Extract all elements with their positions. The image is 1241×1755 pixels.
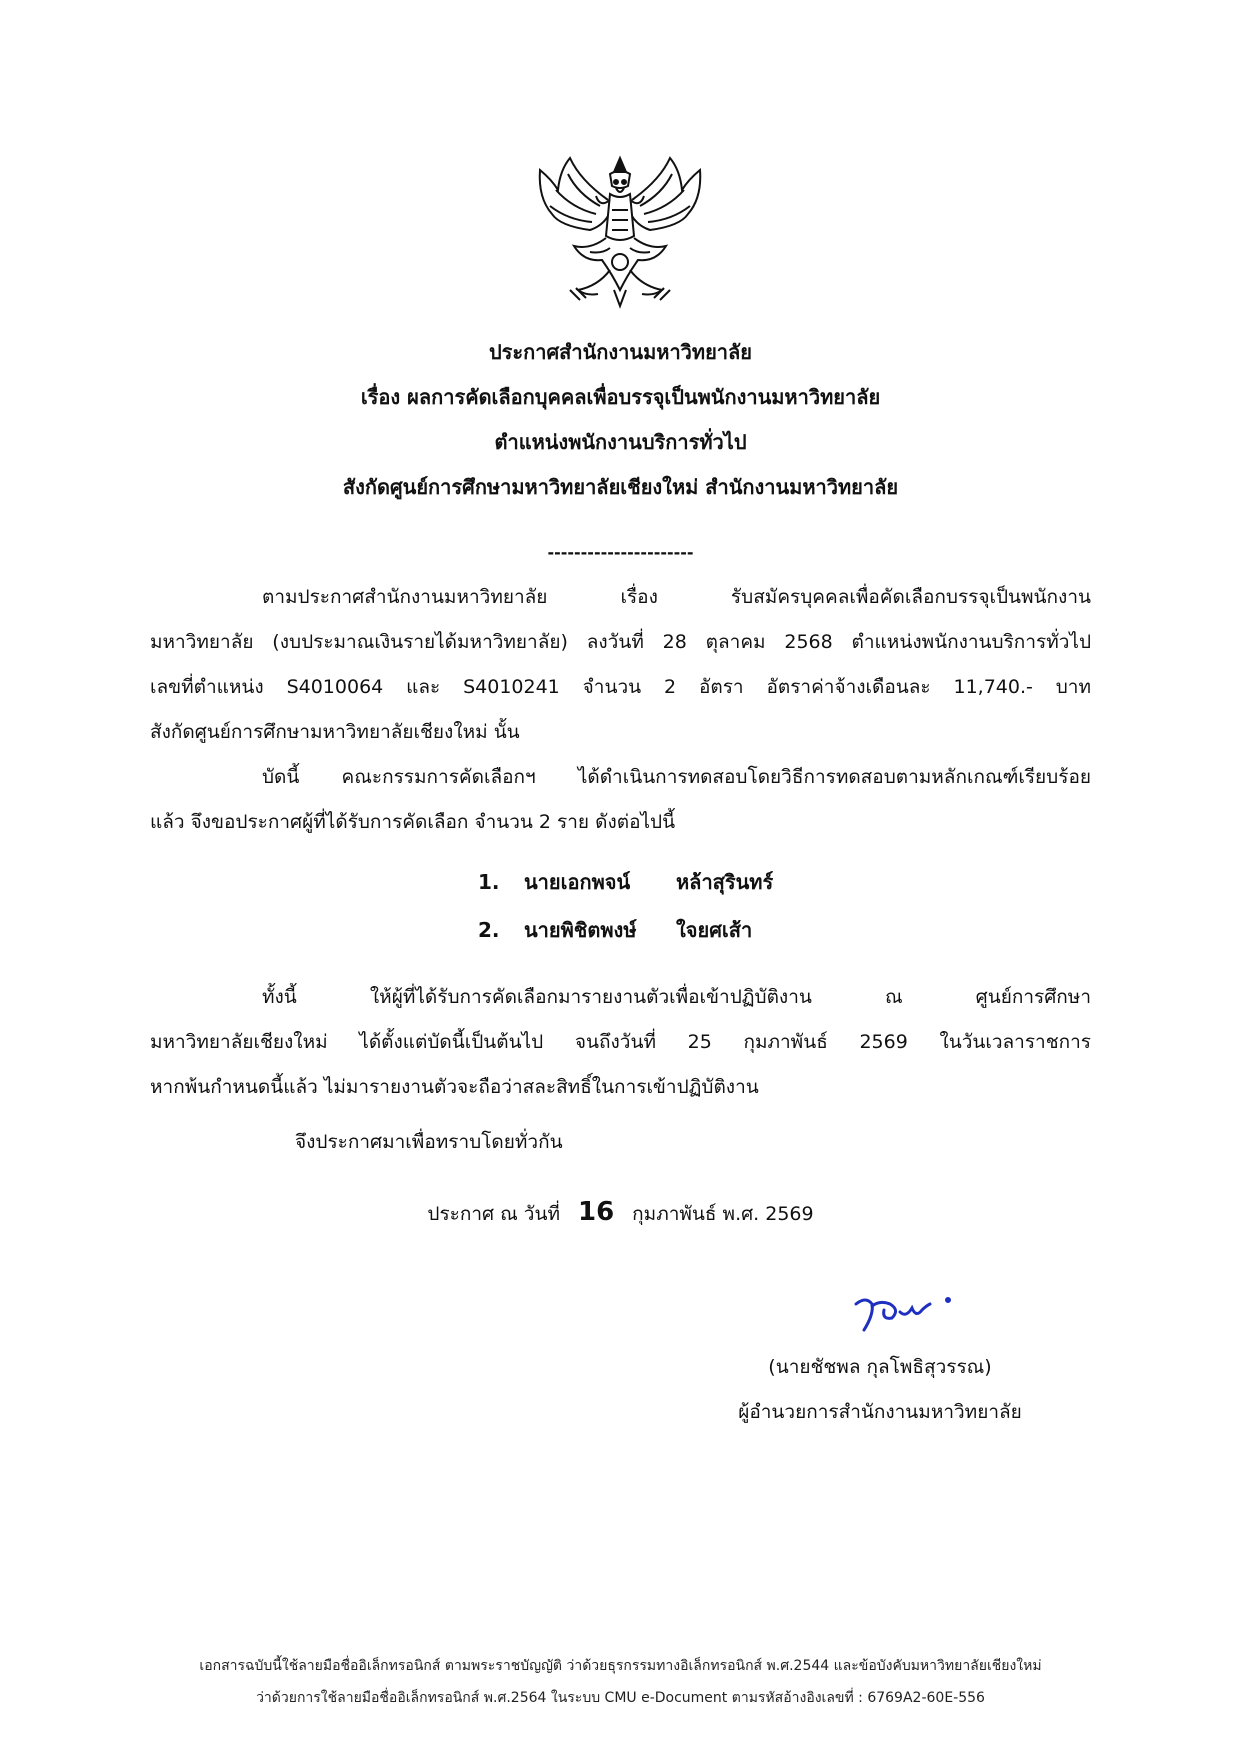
header-affiliation: สังกัดศูนย์การศึกษามหาวิทยาลัยเชียงใหม่ สำนักงานมหาวิทยาลัย	[342, 475, 899, 499]
signer-block	[700, 1345, 1060, 1435]
last-name: หล้าสุรินทร์	[676, 870, 774, 894]
list-item	[478, 858, 773, 906]
paragraph-line: ตามประกาศสำนักงานมหาวิทยาลัย เรื่อง รับสมัครบุคคลเพื่อคัดเลือกบรรจุเป็นพนักงาน	[262, 586, 1091, 608]
paragraph-line: หากพ้นกำหนดนี้แล้ว ไม่มารายงานตัวจะถือว่าสละสิทธิ์ในการเข้าปฏิบัติงาน	[150, 1076, 759, 1098]
paragraph-reference	[150, 575, 1091, 755]
header-title: ประกาศสำนักงานมหาวิทยาลัย	[488, 340, 753, 364]
first-name: นายเอกพจน์	[524, 870, 631, 894]
announcement-date	[150, 1190, 1091, 1237]
date-day: 16	[577, 1197, 615, 1227]
footer-line: เอกสารฉบับนี้ใช้ลายมือชื่ออิเล็กทรอนิกส์ ตามพระราชบัญญัติ ว่าด้วยธุรกรรมทางอิเล็กทรอนิกส์ พ.ศ.2544 และข้อบังคับมหาวิทยาลัยเชียงใหม่	[199, 1658, 1042, 1674]
paragraph-line: มหาวิทยาลัย (งบประมาณเงินรายได้มหาวิทยาลัย) ลงวันที่ 28 ตุลาคม 2568 ตำแหน่งพนักงานบริการทั่วไป	[150, 631, 1091, 653]
selected-candidates-list	[478, 858, 773, 954]
header-separator: ----------------------	[547, 543, 694, 562]
paragraph-line: ทั้งนี้ ให้ผู้ที่ได้รับการคัดเลือกมารายงานตัวเพื่อเข้าปฏิบัติงาน ณ ศูนย์การศึกษา	[262, 986, 1091, 1008]
paragraph-line: สังกัดศูนย์การศึกษามหาวิทยาลัยเชียงใหม่ นั้น	[150, 721, 520, 743]
paragraph-line: แล้ว จึงขอประกาศผู้ที่ได้รับการคัดเลือก จำนวน 2 ราย ดังต่อไปนี้	[150, 811, 676, 833]
first-name: นายพิชิตพงษ์	[524, 918, 637, 942]
closing-line: จึงประกาศมาเพื่อทราบโดยทั่วกัน	[295, 1131, 563, 1153]
header-subject: เรื่อง ผลการคัดเลือกบุคคลเพื่อบรรจุเป็นพนักงานมหาวิทยาลัย	[360, 385, 881, 409]
paragraph-closing	[150, 1120, 1091, 1165]
paragraph-line: มหาวิทยาลัยเชียงใหม่ ได้ตั้งแต่บัดนี้เป็นต้นไป จนถึงวันที่ 25 กุมภาพันธ์ 2569 ในวันเวลาราชการ	[150, 1031, 1091, 1053]
announcement-header	[150, 330, 1091, 510]
signer-name: (นายชัชพล กุลโพธิสุวรรณ)	[768, 1356, 992, 1378]
paragraph-line: บัดนี้ คณะกรรมการคัดเลือกฯ ได้ดำเนินการทดสอบโดยวิธีการทดสอบตามหลักเกณฑ์เรียบร้อย	[262, 766, 1091, 788]
signer-title: ผู้อำนวยการสำนักงานมหาวิทยาลัย	[738, 1401, 1022, 1423]
e-signature-footer	[100, 1650, 1141, 1714]
paragraph-result	[150, 755, 1091, 845]
item-number: 1.	[478, 870, 500, 894]
item-number: 2.	[478, 918, 500, 942]
header-position: ตำแหน่งพนักงานบริการทั่วไป	[494, 430, 747, 454]
list-item	[478, 906, 773, 954]
handwritten-signature-icon	[850, 1290, 960, 1335]
paragraph-line: เลขที่ตำแหน่ง S4010064 และ S4010241 จำนวน 2 อัตรา อัตราค่าจ้างเดือนละ 11,740.- บาท	[150, 676, 1091, 698]
paragraph-reporting	[150, 975, 1091, 1110]
date-prefix: ประกาศ ณ วันที่	[427, 1203, 560, 1225]
date-suffix: กุมภาพันธ์ พ.ศ. 2569	[632, 1203, 814, 1225]
garuda-emblem-icon	[530, 150, 710, 310]
last-name: ใจยศเส้า	[676, 918, 753, 942]
footer-line: ว่าด้วยการใช้ลายมือชื่ออิเล็กทรอนิกส์ พ.ศ.2564 ในระบบ CMU e-Document ตามรหัสอ้างอิงเลขที่ : 6769A2-60E-556	[256, 1690, 985, 1706]
